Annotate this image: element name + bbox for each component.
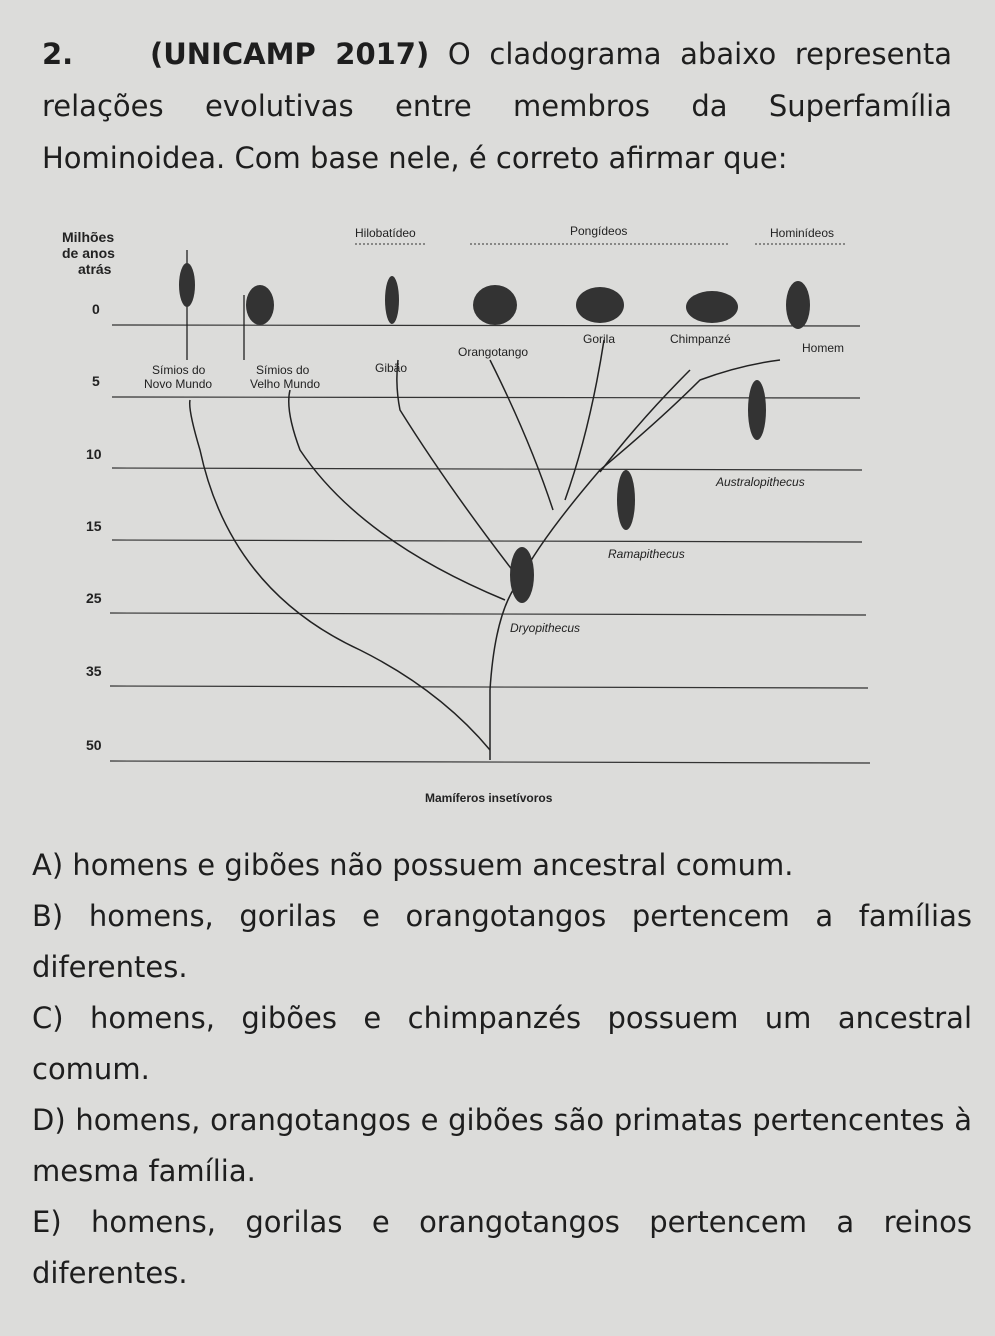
label-velho-mundo-1: Símios do	[256, 363, 310, 377]
cladogram-figure	[0, 210, 995, 820]
label-gorila: Gorila	[583, 332, 616, 346]
label-velho-mundo-2: Velho Mundo	[250, 377, 321, 391]
label-gibao: Gibão	[375, 361, 408, 375]
option-letter: B)	[32, 899, 64, 933]
label-root: Mamíferos insetívoros	[425, 791, 553, 805]
group-hilobatideo: Hilobatídeo	[355, 226, 416, 240]
option-letter: D)	[32, 1103, 66, 1137]
option-a[interactable]	[32, 840, 972, 891]
tick-15: 15	[86, 518, 102, 534]
group-pongideos: Pongídeos	[570, 224, 628, 238]
tick-5: 5	[92, 373, 100, 389]
option-letter: E)	[32, 1205, 62, 1239]
label-australopithecus: Australopithecus	[716, 475, 805, 489]
option-c[interactable]	[32, 993, 972, 1095]
axis-title-line-2: de anos	[62, 245, 115, 261]
question-header	[42, 28, 952, 184]
primate-silhouettes	[179, 263, 810, 603]
option-letter: C)	[32, 1001, 64, 1035]
cladogram-svg	[0, 210, 995, 820]
option-text: homens, orangotangos e gibões são primatas pertencentes à mesma família.	[32, 1103, 972, 1188]
top-stems	[187, 250, 244, 360]
cladogram-branches	[190, 340, 780, 760]
label-ramapithecus: Ramapithecus	[608, 547, 685, 561]
answer-options	[32, 840, 972, 1299]
tick-10: 10	[86, 446, 102, 462]
group-hominideos: Hominídeos	[770, 226, 835, 240]
option-text: homens, gibões e chimpanzés possuem um ancestral comum.	[32, 1001, 973, 1086]
label-homem: Homem	[802, 341, 845, 355]
axis-title-line-3: atrás	[78, 261, 112, 277]
question-number: 2.	[42, 37, 74, 71]
option-text: homens, gorilas e orangotangos pertencem a famílias diferentes.	[32, 899, 972, 984]
tick-25: 25	[86, 590, 102, 606]
tick-0: 0	[92, 301, 100, 317]
option-d[interactable]	[32, 1095, 972, 1197]
question-text: O cladograma abaixo representa relações evolutivas entre membros da Superfamília Hominoidea. Com base nele, é correto afirmar que:	[42, 37, 953, 175]
label-novo-mundo-1: Símios do	[152, 363, 206, 377]
question-source: (UNICAMP 2017)	[150, 37, 430, 71]
label-novo-mundo-2: Novo Mundo	[144, 377, 213, 391]
option-b[interactable]	[32, 891, 972, 993]
option-text: homens, gorilas e orangotangos pertencem a reinos diferentes.	[32, 1205, 972, 1290]
label-chimpanze: Chimpanzé	[670, 332, 731, 346]
label-dryopithecus: Dryopithecus	[510, 621, 581, 635]
tick-50: 50	[86, 737, 102, 753]
axis-title-line-1: Milhões	[62, 229, 115, 245]
label-orangotango: Orangotango	[458, 345, 529, 359]
option-letter: A)	[32, 848, 64, 882]
option-text: homens e gibões não possuem ancestral comum.	[72, 848, 794, 882]
tick-35: 35	[86, 663, 102, 679]
option-e[interactable]	[32, 1197, 972, 1299]
